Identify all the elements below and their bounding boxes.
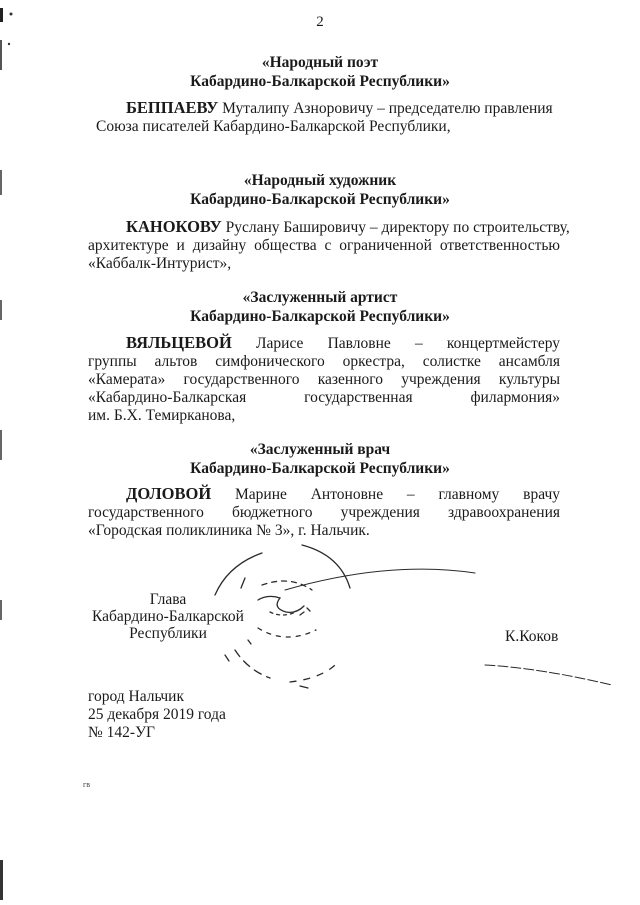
recipient-text-line2: государственного бюджетного учреждения здравоохранения <box>88 504 560 521</box>
signatory-position-line1: Глава <box>149 591 187 608</box>
page-number: 2 <box>316 14 324 30</box>
stamp-arc <box>215 553 262 595</box>
recipient-text-line1: Руслану Башировичу – директору по строительству, <box>225 219 570 236</box>
signature-line <box>285 569 475 590</box>
stamp-inner-arc <box>262 581 312 590</box>
stamp-arc <box>235 650 270 678</box>
recipient-surname: ДОЛОВОЙ <box>126 484 212 503</box>
corner-mark: гв <box>83 780 91 789</box>
recipient-text-line5: им. Б.Х. Темирканова, <box>88 407 236 424</box>
signatory-position-line2: Кабардино-Балкарской <box>92 608 244 625</box>
decree-date: 25 декабря 2019 года <box>88 706 226 723</box>
signatory-position <box>88 591 248 642</box>
decree-number: № 142-УГ <box>88 724 156 741</box>
recipient-text-line1-rest: Ларисе Павловне – концертмейстеру <box>256 335 561 352</box>
recipient-text-line2: группы альтов симфонического оркестра, солистке ансамбля <box>88 353 560 370</box>
award-title-line1: «Народный художник <box>243 172 397 189</box>
decree-city: город Нальчик <box>88 688 184 705</box>
recipient-text-line2: Союза писателей Кабардино-Балкарской Республики, <box>96 118 451 135</box>
award-title-line2: Кабардино-Балкарской Республики» <box>190 460 450 477</box>
stamp-arc <box>302 545 350 588</box>
signatory-position-line3: Республики <box>129 625 207 642</box>
award-title-line1: «Заслуженный врач <box>249 441 391 458</box>
award-title-line2: Кабардино-Балкарской Республики» <box>190 73 450 90</box>
signature-stroke <box>258 596 304 612</box>
recipient-text-line3: «Камерата» государственного казенного учреждения культуры <box>88 371 560 388</box>
recipient-text-line1-rest: Марине Антоновне – главному врачу <box>235 486 561 503</box>
recipient-text-line3: «Городская поликлиника № 3», г. Нальчик. <box>88 522 370 539</box>
recipient-text-line1: Муталипу Азноровичу – председателю правления <box>222 100 553 117</box>
stamp-arc <box>290 660 340 682</box>
award-title-line1: «Народный поэт <box>261 54 379 71</box>
recipient-text-line3: «Каббалк-Интурист», <box>88 255 232 272</box>
stamp-inner-arc <box>258 628 316 637</box>
decree-footer <box>88 688 226 742</box>
recipient-surname: КАНОКОВУ <box>126 217 222 236</box>
award-title-line2: Кабардино-Балкарской Республики» <box>190 308 450 325</box>
award-title-line1: «Заслуженный артист <box>242 289 398 306</box>
stamp-dash <box>225 655 229 661</box>
stamp-dash <box>300 686 308 688</box>
award-title-line2: Кабардино-Балкарской Республики» <box>190 191 450 208</box>
signatory-name: К.Коков <box>505 628 559 645</box>
signature-line <box>485 665 612 685</box>
stamp-dash <box>241 578 310 644</box>
recipient-surname: БЕППАЕВУ <box>126 98 219 117</box>
recipient-text-line4: «Кабардино-Балкарская государственная филармония» <box>88 389 560 406</box>
recipient-surname: ВЯЛЬЦЕВОЙ <box>126 333 232 352</box>
recipient-text-line2: архитектуре и дизайну общества с ограниченной ответственностью <box>88 237 560 254</box>
